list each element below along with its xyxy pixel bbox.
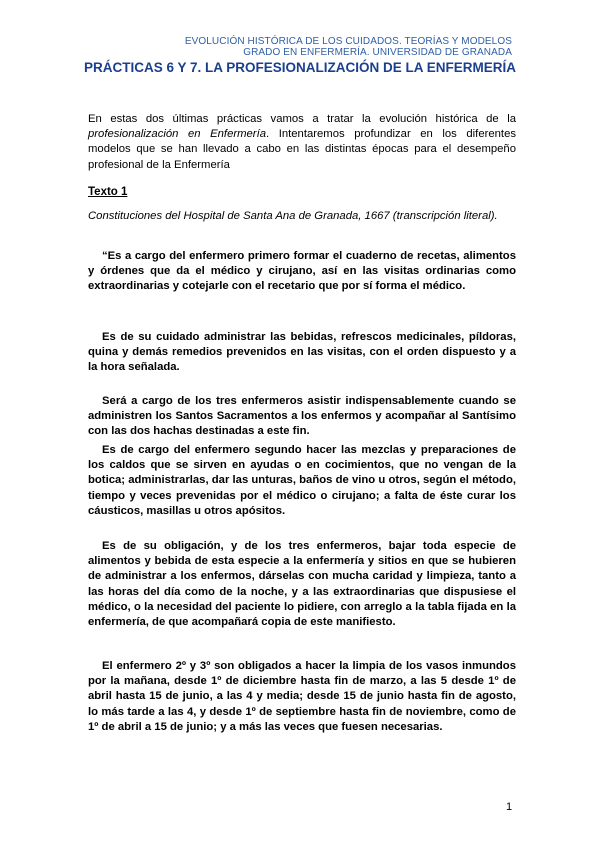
section-title: Texto 1 xyxy=(88,186,128,198)
quote-paragraph-3: Será a cargo de los tres enfermeros asistir indispensablemente cuando se administren los Santos Sacramentos a los enfermos y acompañar al Santísimo con las dos hachas destinadas a este fin. xyxy=(88,395,516,438)
page-title: PRÁCTICAS 6 Y 7. LA PROFESIONALIZACIÓN DE LA ENFERMERÍA xyxy=(83,60,517,75)
running-header-line1: EVOLUCIÓN HISTÓRICA DE LOS CUIDADOS. TEORÍAS Y MODELOS xyxy=(184,36,512,47)
quote-paragraph-1: “Es a cargo del enfermero primero formar el cuaderno de recetas, alimentos y órdenes que da el médico y cirujano, así en las visitas ordinarias como extraordinarias y cotejarle con el recetario que por sí forma el médico. xyxy=(88,250,516,293)
quote-paragraph-5: Es de su obligación, y de los tres enfermeros, bajar toda especie de alimentos y bebida de esta especie a la enfermería y sitios en que se hubieren de administrar a los enfermos, dárselas con mucha caridad y limpieza, tanto a las horas del día como de la noche, y a las extraordinarias que dispusiese el médico, o la necesidad del paciente lo pidiere, con arreglo a la tabla fijada en la enfermería, de que acompañará copia de este manifiesto. xyxy=(88,540,516,629)
source-citation: Constituciones del Hospital de Santa Ana de Granada, 1667 (transcripción literal). xyxy=(88,210,498,222)
quote-paragraph-6: El enfermero 2º y 3º son obligados a hacer la limpia de los vasos inmundos por la mañana, desde 1º de diciembre hasta fin de marzo, a las 5 desde 1º de abril hasta 15 de junio, a las 4 y media; desde 15 de junio hasta fin de agosto, lo más tarde a las 4, y desde 1º de septiembre hasta fin de noviembre, como de 1º de abril a 15 de junio; y a más las veces que fuesen necesarias. xyxy=(88,660,516,733)
intro-italic: profesionalización en Enfermería xyxy=(88,128,266,141)
page-number: 1 xyxy=(506,801,513,813)
intro-paragraph xyxy=(88,112,516,173)
quote-paragraph-2: Es de su cuidado administrar las bebidas, refrescos medicinales, píldoras, quina y demás remedios prevenidos en las visitas, con el orden dispuesto y a la hora señalada. xyxy=(88,331,516,374)
intro-text-2: . Intentaremos profundizar en los diferentes modelos que se han llevado a cabo en las distintas épocas para el desempeño profesional de la Enfermería xyxy=(88,128,516,171)
intro-text-1: En estas dos últimas prácticas vamos a tratar la evolución histórica de la xyxy=(88,113,516,125)
running-header-line2: GRADO EN ENFERMERÍA. UNIVERSIDAD DE GRANADA xyxy=(243,47,512,58)
quote-paragraph-4: Es de cargo del enfermero segundo hacer las mezclas y preparaciones de los caldos que se sirven en ayudas o en cocimientos, que no vengan de la botica; administrarlas, dar las unturas, baños de vino u otros, según el método, tiempo y veces prevenidas por el médico o cirujano; a falta de éste curar los cáusticos, masillas u otros apósitos. xyxy=(88,444,516,517)
